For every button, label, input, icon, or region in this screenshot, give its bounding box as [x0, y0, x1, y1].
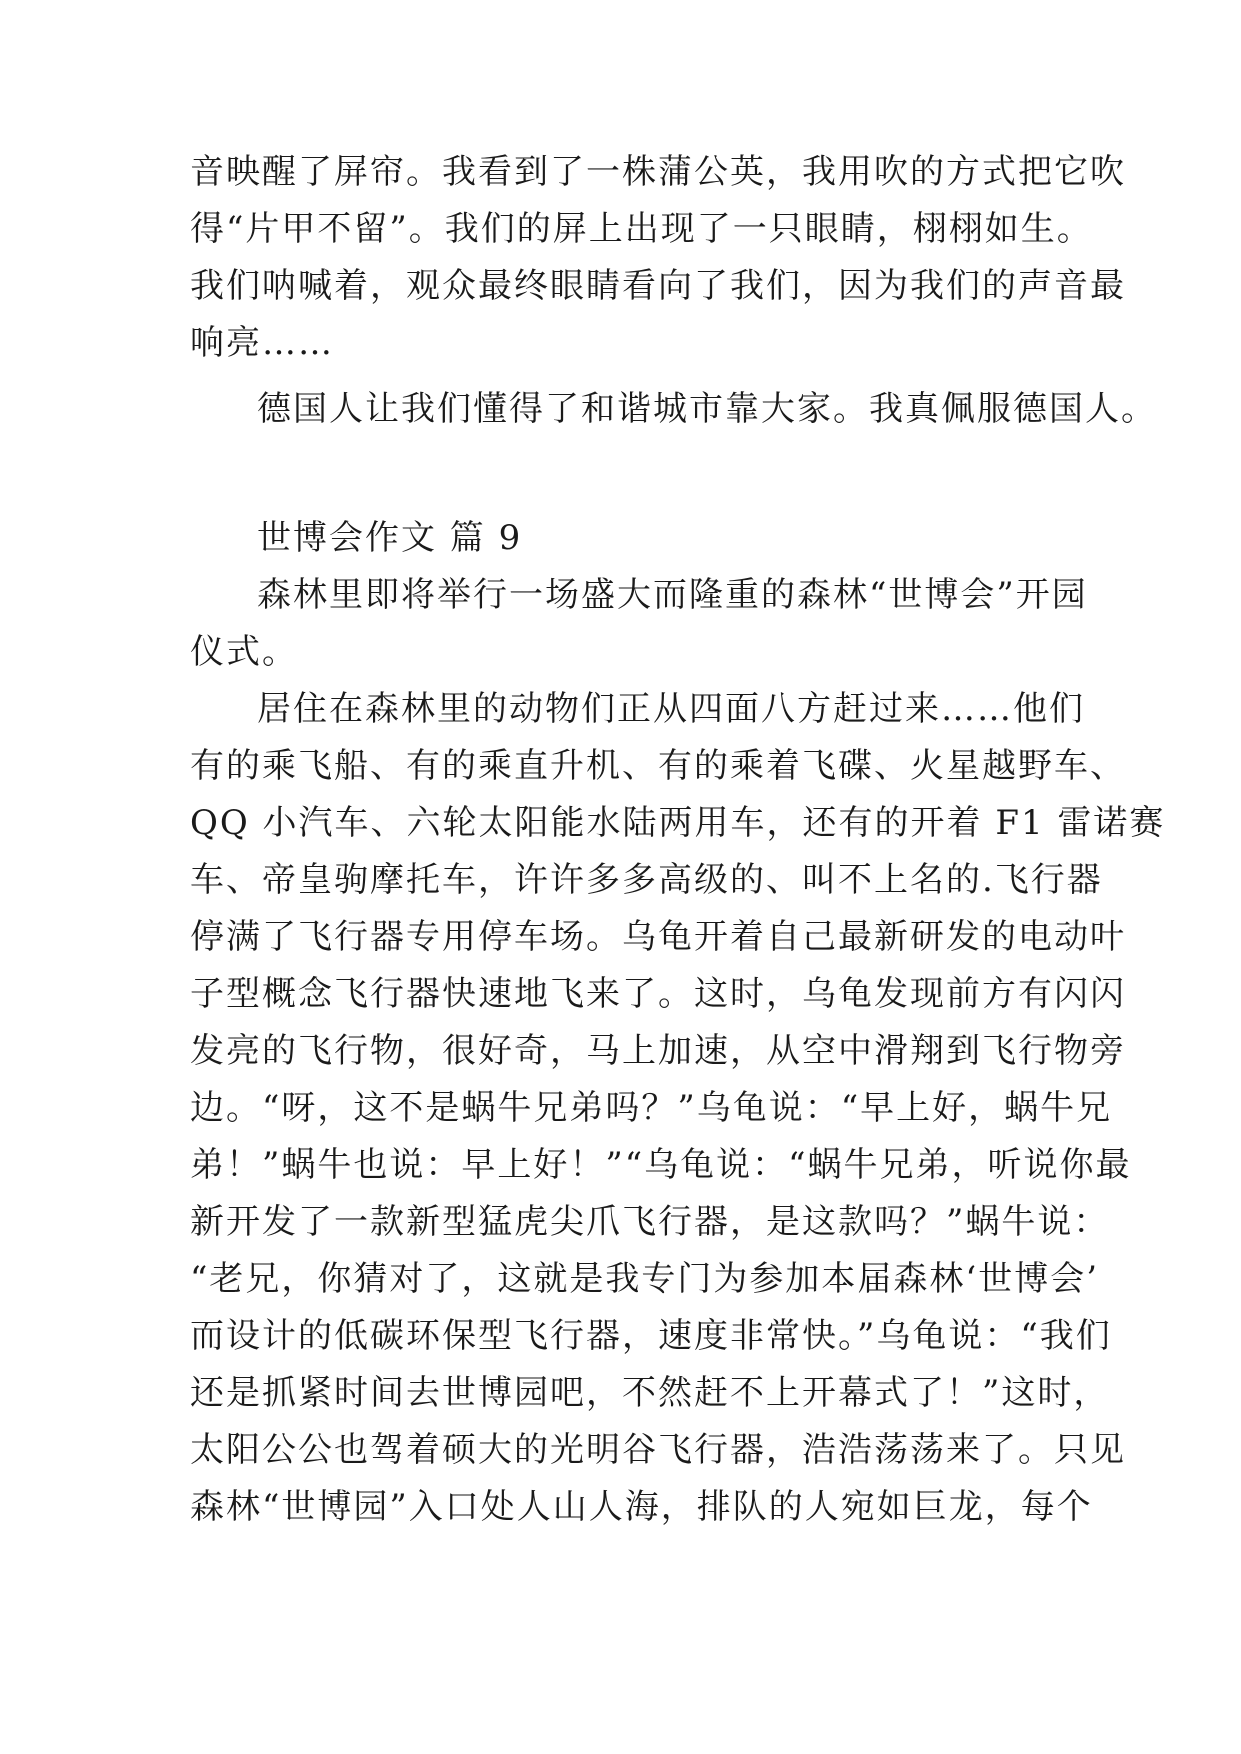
paragraph-line: 而设计的低碳环保型飞行器，速度非常快。”乌龟说：“我们: [190, 1316, 1112, 1356]
paragraph-line: 响亮……: [190, 323, 334, 363]
paragraph-line: 音映醒了屏帘。我看到了一株蒲公英，我用吹的方式把它吹: [190, 152, 1126, 192]
paragraph-line: 发亮的飞行物，很好奇，马上加速，从空中滑翔到飞行物旁: [190, 1031, 1126, 1071]
paragraph-line: 停满了飞行器专用停车场。乌龟开着自己最新研发的电动叶: [190, 917, 1126, 957]
paragraph-line: “老兄，你猜对了，这就是我专门为参加本届森林‘世博会’: [190, 1259, 1099, 1299]
paragraph-line: 弟！”蜗牛也说：早上好！”“乌龟说：“蜗牛兄弟，听说你最: [190, 1145, 1132, 1185]
paragraph-line: 新开发了一款新型猛虎尖爪飞行器，是这款吗？”蜗牛说：: [190, 1202, 1110, 1242]
paragraph-line: 我们呐喊着，观众最终眼睛看向了我们，因为我们的声音最: [190, 266, 1126, 306]
paragraph-line: 子型概念飞行器快速地飞来了。这时，乌龟发现前方有闪闪: [190, 974, 1126, 1014]
paragraph-line: 还是抓紧时间去世博园吧，不然赶不上开幕式了！”这时，: [190, 1373, 1110, 1413]
paragraph-line: 森林里即将举行一场盛大而隆重的森林“世博会”开园: [257, 575, 1088, 615]
paragraph-line: 边。“呀，这不是蜗牛兄弟吗？”乌龟说：“早上好，蜗牛兄: [190, 1088, 1113, 1128]
paragraph-line: 德国人让我们懂得了和谐城市靠大家。我真佩服德国人。: [257, 389, 1157, 429]
paragraph-line: 得“片甲不留”。我们的屏上出现了一只眼睛，栩栩如生。: [190, 209, 1093, 249]
paragraph-line: QQ 小汽车、六轮太阳能水陆两用车，还有的开着 F1 雷诺赛: [190, 803, 1166, 843]
paragraph-line: 有的乘飞船、有的乘直升机、有的乘着飞碟、火星越野车、: [190, 746, 1126, 786]
paragraph-line: 森林“世博园”入口处人山人海，排队的人宛如巨龙，每个: [190, 1487, 1093, 1527]
paragraph-line: 仪式。: [190, 632, 298, 672]
paragraph-line: 车、帝皇驹摩托车，许许多多高级的、叫不上名的.飞行器: [190, 860, 1103, 900]
section-heading: 世博会作文 篇 9: [257, 518, 523, 558]
paragraph-line: 太阳公公也驾着硕大的光明谷飞行器，浩浩荡荡来了。只见: [190, 1430, 1126, 1470]
paragraph-line: 居住在森林里的动物们正从四面八方赶过来……他们: [257, 689, 1085, 729]
